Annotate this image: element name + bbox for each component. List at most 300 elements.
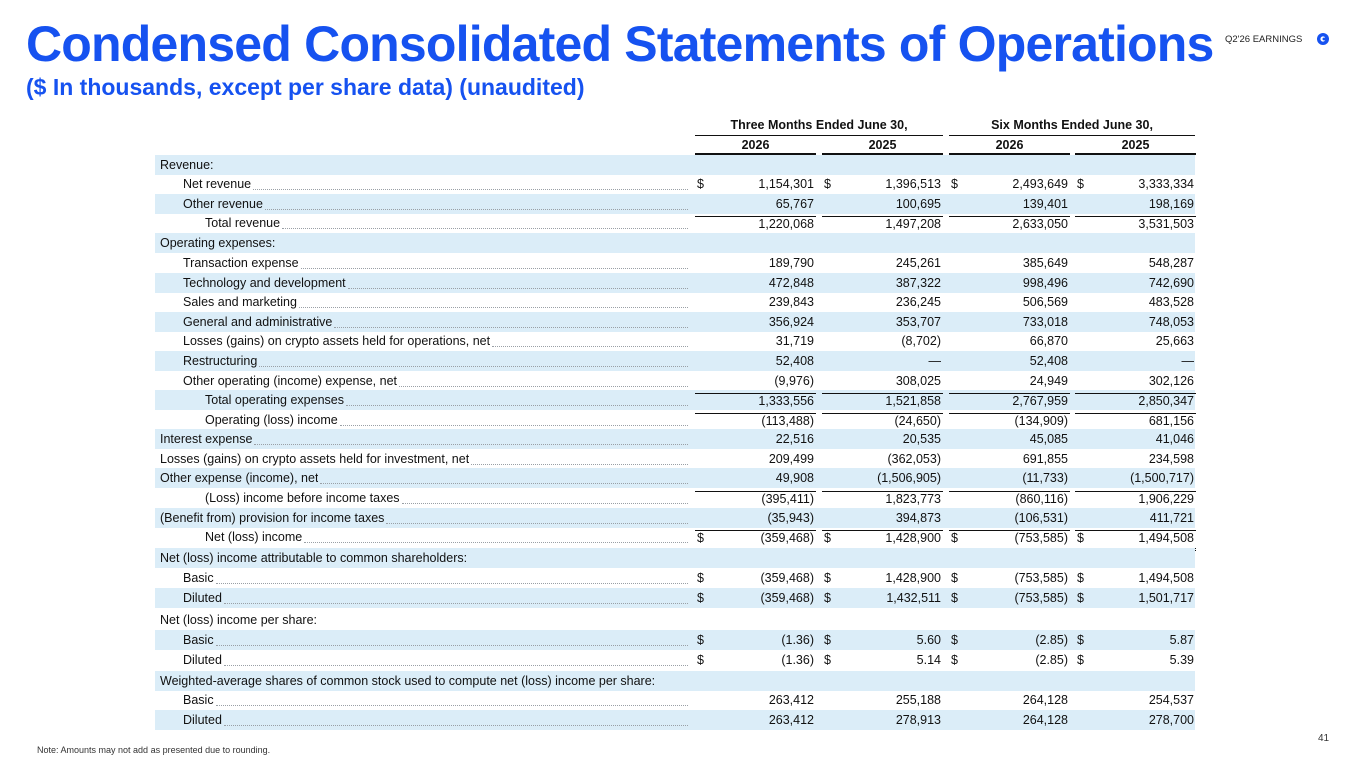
currency-symbol: $	[697, 177, 704, 191]
value-text: (134,909)	[1014, 414, 1068, 428]
table-row	[155, 449, 1195, 469]
currency-symbol: $	[1077, 531, 1084, 545]
value-cell	[822, 432, 943, 449]
currency-symbol: $	[1077, 653, 1084, 667]
value-text: (359,468)	[760, 591, 814, 605]
row-label: Revenue:	[160, 158, 214, 172]
currency-symbol: $	[697, 531, 704, 545]
value-text: —	[928, 354, 941, 368]
currency-symbol: $	[824, 177, 831, 191]
value-cell	[1075, 393, 1196, 411]
dotted-leader	[346, 405, 688, 406]
value-text: 742,690	[1148, 276, 1194, 290]
value-cell	[949, 374, 1070, 391]
dotted-leader	[216, 705, 688, 706]
value-text: 385,649	[1022, 256, 1068, 270]
value-cell	[822, 354, 943, 371]
value-text: 263,412	[768, 693, 814, 707]
value-text: 20,535	[902, 432, 941, 446]
value-cell	[1075, 374, 1196, 391]
value-text: (35,943)	[767, 511, 814, 525]
value-text: (359,468)	[760, 531, 814, 545]
value-cell	[822, 295, 943, 312]
value-text: 3,333,334	[1138, 177, 1194, 191]
row-label: General and administrative	[183, 315, 333, 329]
value-text: 1,494,508	[1138, 531, 1194, 545]
value-cell	[695, 511, 816, 528]
row-label: Basic	[183, 693, 214, 707]
value-text: (753,585)	[1014, 571, 1068, 585]
value-text: 1,333,556	[758, 394, 814, 408]
value-cell	[949, 354, 1070, 371]
row-label: Losses (gains) on crypto assets held for investment, net	[160, 452, 470, 466]
dotted-leader	[254, 444, 688, 445]
table-row	[155, 371, 1195, 391]
value-cell	[695, 393, 816, 411]
row-label: Total revenue	[205, 216, 281, 230]
value-cell	[822, 177, 943, 194]
value-text: 302,126	[1148, 374, 1194, 388]
dotted-leader	[216, 583, 688, 584]
value-cell	[695, 653, 816, 670]
value-text: (8,702)	[901, 334, 941, 348]
table-row	[155, 690, 1195, 710]
value-text: 198,169	[1148, 197, 1194, 211]
value-text: 278,700	[1148, 713, 1194, 727]
value-cell	[695, 432, 816, 449]
row-label: Total operating expenses	[205, 393, 344, 407]
value-cell	[822, 471, 943, 488]
currency-symbol: $	[697, 633, 704, 647]
currency-symbol: $	[824, 633, 831, 647]
value-text: 139,401	[1022, 197, 1068, 211]
value-cell	[695, 295, 816, 312]
value-text: 353,707	[895, 315, 941, 329]
section-header-row	[155, 671, 1195, 691]
earnings-tag: Q2'26 EARNINGS	[1225, 34, 1303, 45]
value-text: (359,468)	[760, 571, 814, 585]
table-row	[155, 710, 1195, 730]
value-cell	[822, 216, 943, 234]
table-row	[155, 390, 1195, 410]
row-label: (Benefit from) provision for income taxes	[160, 511, 385, 525]
value-text: 411,721	[1149, 511, 1194, 525]
value-cell	[949, 393, 1070, 411]
table-row	[155, 630, 1195, 650]
value-cell	[1075, 354, 1196, 371]
value-cell	[695, 713, 816, 730]
value-text: 387,322	[895, 276, 941, 290]
value-text: 3,531,503	[1138, 217, 1194, 231]
dotted-leader	[253, 189, 688, 190]
row-label: Other operating (income) expense, net	[183, 374, 398, 388]
value-text: (24,650)	[894, 414, 941, 428]
value-cell	[949, 177, 1070, 194]
value-text: (1,506,905)	[877, 471, 941, 485]
value-text: 548,287	[1148, 256, 1194, 270]
value-cell	[822, 197, 943, 214]
value-cell	[1075, 693, 1196, 710]
table-row	[155, 312, 1195, 332]
value-text: (2.85)	[1035, 633, 1068, 647]
table-row	[155, 213, 1195, 233]
value-text: 234,598	[1148, 452, 1194, 466]
value-cell	[949, 491, 1070, 509]
value-cell	[1075, 571, 1196, 588]
row-label: Restructuring	[183, 354, 258, 368]
row-label: Other revenue	[183, 197, 263, 211]
value-cell	[1075, 256, 1196, 273]
dotted-leader	[224, 665, 688, 666]
value-text: 264,128	[1022, 693, 1068, 707]
table-row	[155, 429, 1195, 449]
value-text: 5.60	[916, 633, 941, 647]
table-row	[155, 351, 1195, 371]
dotted-leader	[399, 386, 688, 387]
value-text: 691,855	[1022, 452, 1068, 466]
value-text: (1.36)	[781, 653, 814, 667]
value-text: 1,906,229	[1138, 492, 1194, 506]
coinbase-logo-icon	[1317, 33, 1329, 45]
row-label: Basic	[183, 633, 214, 647]
dotted-leader	[301, 268, 688, 269]
value-text: 356,924	[768, 315, 814, 329]
value-text: 483,528	[1148, 295, 1194, 309]
value-cell	[1075, 197, 1196, 214]
value-cell	[695, 276, 816, 293]
value-text: 1,220,068	[758, 217, 814, 231]
currency-symbol: $	[1077, 633, 1084, 647]
value-cell	[822, 256, 943, 273]
value-cell	[1075, 295, 1196, 312]
value-cell	[695, 374, 816, 391]
value-text: 472,848	[768, 276, 814, 290]
value-cell	[1075, 177, 1196, 194]
value-cell	[695, 334, 816, 351]
value-text: 239,843	[768, 295, 814, 309]
table-row	[155, 194, 1195, 214]
value-text: 5.39	[1169, 653, 1194, 667]
dotted-leader	[320, 483, 688, 484]
value-cell	[695, 633, 816, 650]
row-label: Losses (gains) on crypto assets held for operations, net	[183, 334, 491, 348]
row-label: Net (loss) income per share:	[160, 613, 318, 627]
currency-symbol: $	[951, 653, 958, 667]
value-text: 264,128	[1022, 713, 1068, 727]
table-row	[155, 331, 1195, 351]
currency-symbol: $	[951, 531, 958, 545]
value-text: 1,154,301	[758, 177, 814, 191]
value-text: 22,516	[775, 432, 814, 446]
dotted-leader	[224, 725, 688, 726]
value-text: 506,569	[1022, 295, 1068, 309]
value-cell	[949, 511, 1070, 528]
dotted-leader	[265, 209, 688, 210]
section-header-row	[155, 548, 1195, 568]
dotted-leader	[492, 346, 688, 347]
currency-symbol: $	[697, 571, 704, 585]
value-cell	[822, 653, 943, 670]
table-row	[155, 488, 1195, 508]
row-label: Diluted	[183, 713, 222, 727]
currency-symbol: $	[951, 177, 958, 191]
value-text: 2,850,347	[1138, 394, 1194, 408]
currency-symbol: $	[824, 653, 831, 667]
table-row	[155, 410, 1195, 430]
value-text: 31,719	[775, 334, 814, 348]
value-cell	[695, 491, 816, 509]
row-label: Diluted	[183, 591, 222, 605]
value-cell	[822, 491, 943, 509]
value-text: 1,428,900	[885, 531, 941, 545]
currency-symbol: $	[1077, 177, 1084, 191]
value-cell	[695, 591, 816, 608]
value-text: 1,497,208	[885, 217, 941, 231]
value-text: 5.87	[1169, 633, 1194, 647]
value-text: —	[1181, 354, 1194, 368]
value-cell	[695, 256, 816, 273]
currency-symbol: $	[1077, 571, 1084, 585]
footnote: Note: Amounts may not add as presented due to rounding.	[37, 745, 271, 755]
section-header-row	[155, 233, 1195, 253]
value-cell	[1075, 216, 1196, 234]
dotted-leader	[216, 645, 688, 646]
row-label: Diluted	[183, 653, 222, 667]
header-year-q-2025: 2025	[822, 138, 943, 155]
header-year-q-2026: 2026	[695, 138, 816, 155]
value-text: (753,585)	[1014, 591, 1068, 605]
value-text: (2.85)	[1035, 653, 1068, 667]
value-text: 394,873	[895, 511, 941, 525]
section-header-row	[155, 610, 1195, 630]
table-row	[155, 174, 1195, 194]
dotted-leader	[402, 503, 688, 504]
value-text: 24,949	[1029, 374, 1068, 388]
value-text: (113,488)	[761, 414, 814, 428]
value-text: 245,261	[895, 256, 941, 270]
value-cell	[1075, 713, 1196, 730]
value-text: 2,493,649	[1012, 177, 1068, 191]
table-row	[155, 273, 1195, 293]
value-cell	[949, 197, 1070, 214]
value-cell	[1075, 315, 1196, 332]
value-cell	[1075, 334, 1196, 351]
value-text: 1,501,717	[1138, 591, 1194, 605]
dotted-leader	[471, 464, 688, 465]
value-cell	[695, 197, 816, 214]
row-label: Net (loss) income	[205, 530, 303, 544]
value-text: 1,396,513	[885, 177, 941, 191]
value-cell	[949, 471, 1070, 488]
currency-symbol: $	[824, 571, 831, 585]
currency-symbol: $	[951, 591, 958, 605]
currency-symbol: $	[824, 591, 831, 605]
dotted-leader	[299, 307, 688, 308]
table-row	[155, 588, 1195, 608]
table-row	[155, 292, 1195, 312]
currency-symbol: $	[951, 633, 958, 647]
value-cell	[949, 591, 1070, 608]
value-text: 52,408	[1029, 354, 1068, 368]
value-cell	[1075, 653, 1196, 670]
value-cell	[695, 471, 816, 488]
dotted-leader	[259, 366, 688, 367]
value-cell	[695, 315, 816, 332]
header-six-months: Six Months Ended June 30,	[949, 118, 1195, 136]
value-text: 52,408	[775, 354, 814, 368]
value-text: (395,411)	[761, 492, 814, 506]
value-cell	[695, 354, 816, 371]
currency-symbol: $	[951, 571, 958, 585]
value-cell	[949, 432, 1070, 449]
value-text: 278,913	[895, 713, 941, 727]
value-text: 2,767,959	[1012, 394, 1068, 408]
value-cell	[1075, 276, 1196, 293]
header-three-months: Three Months Ended June 30,	[695, 118, 943, 136]
value-cell	[1075, 452, 1196, 469]
row-label: (Loss) income before income taxes	[205, 491, 400, 505]
value-text: 1,521,858	[885, 394, 941, 408]
value-cell	[822, 693, 943, 710]
value-text: (9,976)	[774, 374, 814, 388]
value-cell	[949, 334, 1070, 351]
value-cell	[949, 295, 1070, 312]
value-text: 263,412	[768, 713, 814, 727]
value-cell	[949, 633, 1070, 650]
dotted-leader	[348, 288, 688, 289]
header-year-ytd-2026: 2026	[949, 138, 1070, 155]
value-text: 681,156	[1148, 414, 1194, 428]
value-cell	[1075, 511, 1196, 528]
page-title: Condensed Consolidated Statements of Operations	[26, 16, 1214, 72]
value-text: (860,116)	[1015, 492, 1068, 506]
value-text: 748,053	[1148, 315, 1194, 329]
value-text: 65,767	[775, 197, 814, 211]
dotted-leader	[386, 523, 688, 524]
table-row	[155, 568, 1195, 588]
page-number: 41	[1318, 733, 1330, 744]
value-text: 25,663	[1155, 334, 1194, 348]
value-cell	[1075, 633, 1196, 650]
value-cell	[1075, 432, 1196, 449]
value-cell	[949, 256, 1070, 273]
value-cell	[949, 452, 1070, 469]
value-text: (106,531)	[1014, 511, 1068, 525]
value-text: 733,018	[1022, 315, 1068, 329]
value-cell	[822, 452, 943, 469]
row-label: Weighted-average shares of common stock used to compute net (loss) income per share:	[160, 674, 656, 688]
row-label: Interest expense	[160, 432, 253, 446]
value-cell	[949, 571, 1070, 588]
row-label: Net (loss) income attributable to common shareholders:	[160, 551, 468, 565]
value-cell	[695, 177, 816, 194]
section-header-row	[155, 155, 1195, 175]
value-cell	[822, 334, 943, 351]
value-cell	[822, 374, 943, 391]
dotted-leader	[340, 425, 688, 426]
value-text: 189,790	[768, 256, 814, 270]
value-cell	[822, 315, 943, 332]
value-text: 255,188	[895, 693, 941, 707]
value-cell	[822, 276, 943, 293]
value-text: 1,494,508	[1138, 571, 1194, 585]
value-cell	[949, 693, 1070, 710]
value-text: 49,908	[775, 471, 814, 485]
page-subtitle: ($ In thousands, except per share data) (unaudited)	[26, 74, 585, 100]
value-text: 1,432,511	[886, 591, 941, 605]
currency-symbol: $	[697, 591, 704, 605]
value-text: 66,870	[1029, 334, 1068, 348]
value-cell	[695, 693, 816, 710]
value-cell	[949, 653, 1070, 670]
value-cell	[949, 315, 1070, 332]
value-cell	[822, 571, 943, 588]
currency-symbol: $	[697, 653, 704, 667]
header-year-ytd-2025: 2025	[1075, 138, 1196, 155]
row-label: Operating expenses:	[160, 236, 276, 250]
value-text: 1,428,900	[885, 571, 941, 585]
table-row	[155, 253, 1195, 273]
value-cell	[1075, 591, 1196, 608]
value-cell	[949, 276, 1070, 293]
currency-symbol: $	[824, 531, 831, 545]
dotted-leader	[334, 327, 688, 328]
value-text: 308,025	[895, 374, 941, 388]
value-cell	[822, 591, 943, 608]
value-text: 45,085	[1029, 432, 1068, 446]
value-cell	[695, 216, 816, 234]
value-cell	[695, 452, 816, 469]
value-cell	[822, 393, 943, 411]
dotted-leader	[224, 603, 688, 604]
dotted-leader	[304, 542, 688, 543]
value-text: 998,496	[1022, 276, 1068, 290]
table-row	[155, 650, 1195, 670]
row-label: Transaction expense	[183, 256, 299, 270]
value-text: 254,537	[1148, 693, 1194, 707]
value-cell	[1075, 471, 1196, 488]
value-cell	[949, 713, 1070, 730]
row-label: Basic	[183, 571, 214, 585]
row-label: Other expense (income), net	[160, 471, 319, 485]
value-text: 100,695	[895, 197, 941, 211]
row-label: Technology and development	[183, 276, 346, 290]
row-label: Net revenue	[183, 177, 252, 191]
value-text: 236,245	[895, 295, 941, 309]
value-text: (1.36)	[781, 633, 814, 647]
value-text: 2,633,050	[1012, 217, 1068, 231]
table-row	[155, 508, 1195, 528]
value-cell	[695, 571, 816, 588]
value-text: 5.14	[916, 653, 941, 667]
currency-symbol: $	[1077, 591, 1084, 605]
dotted-leader	[282, 228, 688, 229]
row-label: Operating (loss) income	[205, 413, 338, 427]
value-text: (1,500,717)	[1130, 471, 1194, 485]
value-text: 1,823,773	[885, 492, 941, 506]
value-cell	[1075, 491, 1196, 509]
value-text: 209,499	[768, 452, 814, 466]
value-text: (11,733)	[1022, 471, 1068, 485]
value-cell	[949, 216, 1070, 234]
value-cell	[822, 713, 943, 730]
value-cell	[822, 633, 943, 650]
value-text: (753,585)	[1014, 531, 1068, 545]
table-row	[155, 527, 1195, 547]
value-cell	[822, 511, 943, 528]
row-label: Sales and marketing	[183, 295, 297, 309]
value-text: (362,053)	[887, 452, 941, 466]
